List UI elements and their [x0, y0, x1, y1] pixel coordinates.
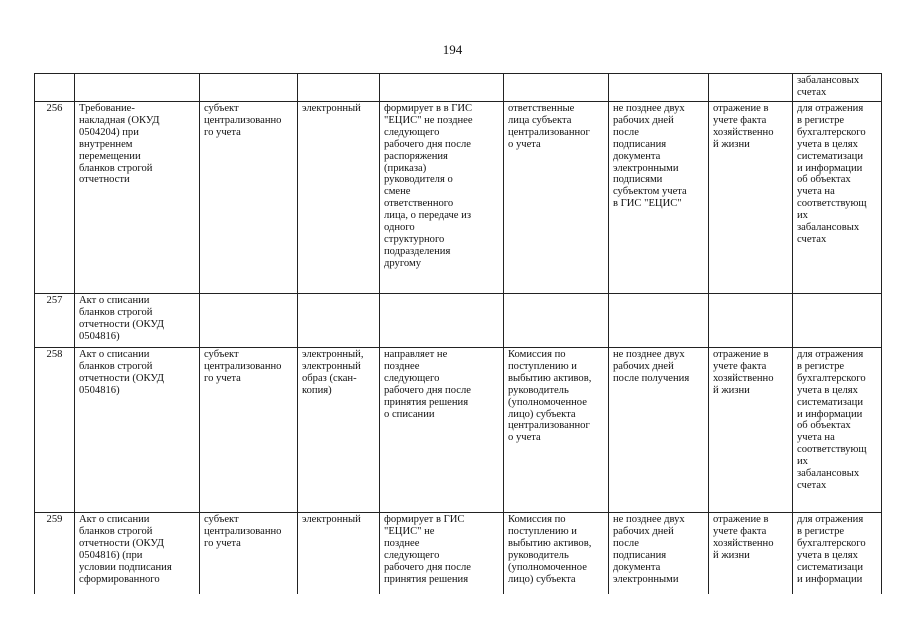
table-row	[35, 102, 882, 294]
deadline-cell: не позднее двух рабочих дней после подписания документа электронными	[609, 513, 709, 603]
document-name-cell	[75, 74, 200, 102]
purpose-cell: отражение в учете факта хозяйственно й жизни	[709, 102, 793, 294]
procedure-cell	[380, 74, 504, 102]
format-cell: электронный, электронный образ (скан- копия)	[298, 348, 380, 513]
usage-cell: для отражения в регистре бухгалтерского учета в целях систематизаци и информации об объектах учета на соответствующ их забалансовых счетах	[793, 348, 882, 513]
page-number: 194	[442, 42, 463, 57]
row-number-cell: 257	[35, 294, 75, 348]
deadline-cell	[609, 294, 709, 348]
creator-cell: субъект централизованно го учета	[200, 102, 298, 294]
procedure-cell: формирует в в ГИС "ЕЦИС" не позднее следующего рабочего дня после распоряжения (приказа) руководителя о смене ответственного лица, о передаче из одного структурного подразделения другому	[380, 102, 504, 294]
creator-cell	[200, 74, 298, 102]
purpose-cell: отражение в учете факта хозяйственно й жизни	[709, 348, 793, 513]
procedure-cell: направляет не позднее следующего рабочего дня после принятия решения о списании	[380, 348, 504, 513]
usage-cell: забалансовых счетах	[793, 74, 882, 102]
creator-cell	[200, 294, 298, 348]
purpose-cell	[709, 294, 793, 348]
usage-cell	[793, 294, 882, 348]
procedure-cell: формирует в ГИС "ЕЦИС" не позднее следующего рабочего дня после принятия решения	[380, 513, 504, 603]
document-name-cell: Акт о списании бланков строгой отчетности (ОКУД 0504816)	[75, 294, 200, 348]
purpose-cell: отражение в учете факта хозяйственно й жизни	[709, 513, 793, 603]
responsible-cell: ответственные лица субъекта централизованног о учета	[504, 102, 609, 294]
table-row	[35, 294, 882, 348]
document-name-cell: Акт о списании бланков строгой отчетности (ОКУД 0504816) (при условии подписания сформированного	[75, 513, 200, 603]
row-number-cell: 258	[35, 348, 75, 513]
document-name-cell: Акт о списании бланков строгой отчетности (ОКУД 0504816)	[75, 348, 200, 513]
deadline-cell	[609, 74, 709, 102]
row-number-cell: 256	[35, 102, 75, 294]
responsible-cell: Комиссия по поступлению и выбытию активов, руководитель (уполномоченное лицо) субъекта централизованног о учета	[504, 348, 609, 513]
deadline-cell: не позднее двух рабочих дней после подписания документа электронными подписями субъектом учета в ГИС "ЕЦИС"	[609, 102, 709, 294]
usage-cell: для отражения в регистре бухгалтерского учета в целях систематизаци и информации	[793, 513, 882, 603]
table-row	[35, 348, 882, 513]
row-number-cell	[35, 74, 75, 102]
purpose-cell	[709, 74, 793, 102]
document-name-cell: Требование- накладная (ОКУД 0504204) при внутреннем перемещении бланков строгой отчетности	[75, 102, 200, 294]
responsible-cell	[504, 74, 609, 102]
table-row	[35, 513, 882, 603]
table-row	[35, 74, 882, 102]
usage-cell: для отражения в регистре бухгалтерского учета в целях систематизаци и информации об объектах учета на соответствующ их забалансовых счетах	[793, 102, 882, 294]
creator-cell: субъект централизованно го учета	[200, 348, 298, 513]
format-cell: электронный	[298, 513, 380, 603]
responsible-cell: Комиссия по поступлению и выбытию активов, руководитель (уполномоченное лицо) субъекта	[504, 513, 609, 603]
page-cutoff	[0, 594, 905, 640]
format-cell: электронный	[298, 102, 380, 294]
deadline-cell: не позднее двух рабочих дней после получения	[609, 348, 709, 513]
row-number-cell: 259	[35, 513, 75, 603]
format-cell	[298, 294, 380, 348]
creator-cell: субъект централизованно го учета	[200, 513, 298, 603]
responsible-cell	[504, 294, 609, 348]
procedure-cell	[380, 294, 504, 348]
document-table	[34, 73, 882, 603]
format-cell	[298, 74, 380, 102]
